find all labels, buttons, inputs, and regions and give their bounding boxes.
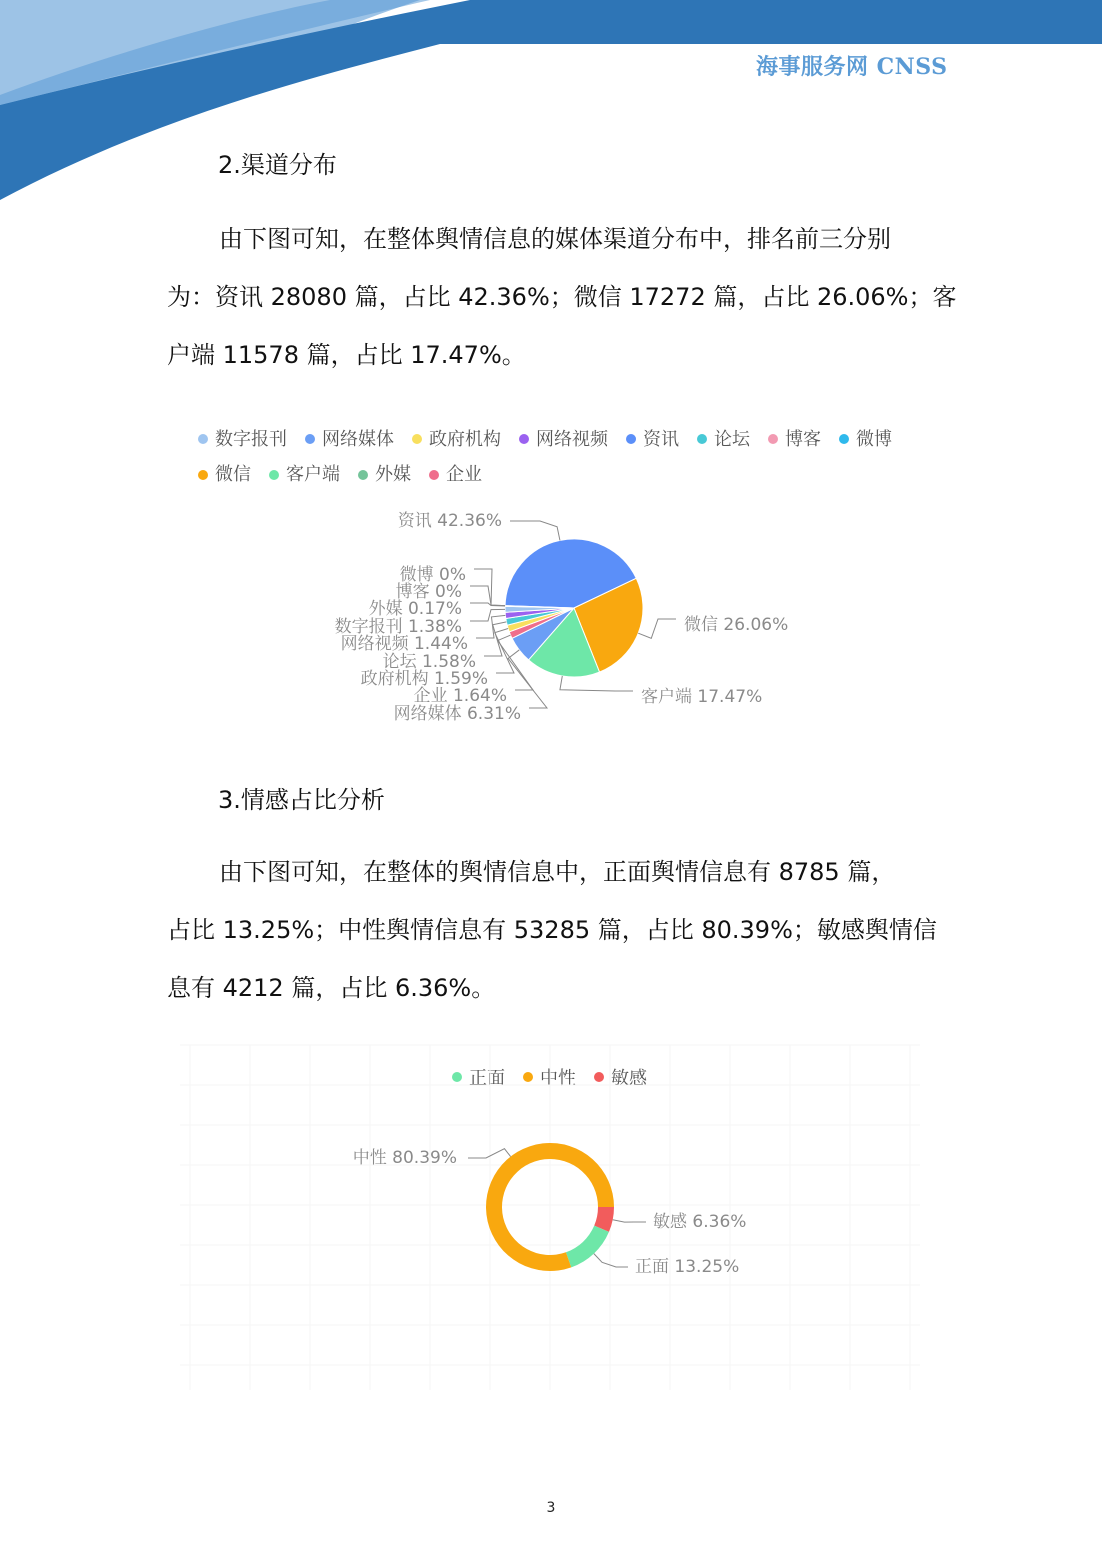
section-paragraph-sentiment: [167, 843, 957, 1017]
paragraph-line: 由下图可知，在整体舆情信息的媒体渠道分布中，排名前三分别: [219, 225, 891, 253]
legend-item-channel-11[interactable]: [429, 457, 482, 492]
paragraph-line: 由下图可知，在整体的舆情信息中，正面舆情信息有 8785 篇，: [219, 858, 896, 886]
legend-label: 中性: [540, 1068, 576, 1089]
donut-slice-2[interactable]: [486, 1143, 614, 1271]
legend-dot: [412, 434, 422, 444]
pie-slice-4[interactable]: [509, 608, 574, 638]
legend-dot: [198, 434, 208, 444]
paragraph-line: 息有 4212 篇，占比 6.36%。: [167, 974, 496, 1002]
pie-slice-8[interactable]: [505, 606, 574, 612]
legend-dot: [523, 1072, 533, 1082]
pie-slice-1[interactable]: [574, 578, 643, 672]
legend-dot: [626, 434, 636, 444]
leader-line-1: [638, 619, 676, 638]
legend-item-channel-4[interactable]: [626, 422, 679, 457]
pie-slice-5[interactable]: [507, 608, 574, 632]
legend-label: 博客: [785, 428, 821, 450]
paragraph-line: 为：资讯 28080 篇，占比 42.36%；微信 17272 篇，占比 26.06%；客: [167, 283, 957, 311]
legend-item-channel-2[interactable]: [412, 422, 501, 457]
legend-label: 微信: [215, 464, 251, 485]
legend-label: 企业: [446, 464, 482, 485]
leader-line-4: [498, 635, 533, 690]
slice-label-10: 博客 0%: [395, 582, 462, 602]
slice-label-4: 企业 1.64%: [413, 686, 507, 706]
legend-item-channel-3[interactable]: [519, 422, 608, 457]
legend-dot: [768, 434, 778, 444]
legend-dot: [452, 1072, 462, 1082]
legend-label: 政府机构: [429, 428, 501, 450]
legend-item-sentiment-2[interactable]: [594, 1064, 647, 1090]
legend-label: 敏感: [611, 1068, 647, 1089]
legend-dot: [519, 434, 529, 444]
pie-slice-6[interactable]: [506, 608, 574, 625]
legend-label: 网络媒体: [322, 428, 394, 450]
slice-label-1: 微信 26.06%: [684, 615, 789, 635]
legend-label: 资讯: [643, 428, 679, 450]
legend-dot: [429, 470, 439, 480]
slice-label-5: 政府机构 1.59%: [360, 669, 488, 689]
channel-legend: [198, 421, 978, 492]
section-paragraph-channel: [167, 210, 957, 384]
donut-label-0: 敏感 6.36%: [653, 1212, 747, 1232]
leader-line-0: [510, 521, 560, 540]
legend-item-channel-5[interactable]: [697, 422, 750, 457]
legend-dot: [839, 434, 849, 444]
legend-label: 数字报刊: [215, 428, 287, 450]
header-decoration: [0, 0, 1102, 210]
donut-label-2: 中性 80.39%: [352, 1148, 457, 1168]
brand-title: 海事服务网 CNSS: [756, 54, 948, 80]
slice-label-7: 网络视频 1.44%: [340, 634, 468, 654]
slice-label-9: 外媒 0.17%: [368, 599, 462, 619]
leader-line-10: [470, 586, 505, 606]
legend-item-channel-10[interactable]: [358, 457, 411, 492]
slice-label-0: 资讯 42.36%: [397, 511, 502, 531]
legend-dot: [594, 1072, 604, 1082]
sentiment-legend: [452, 1064, 665, 1090]
leader-line-5: [495, 629, 514, 673]
leader-line-2: [468, 1149, 511, 1158]
leader-line-7: [476, 615, 505, 638]
legend-label: 正面: [469, 1068, 505, 1089]
pie-slice-9[interactable]: [505, 606, 574, 608]
paragraph-line: 户端 11578 篇，占比 17.47%。: [167, 341, 526, 369]
leader-line-9: [470, 603, 505, 606]
pie-slice-3[interactable]: [512, 608, 574, 660]
legend-label: 外媒: [375, 464, 411, 485]
legend-item-channel-7[interactable]: [839, 422, 892, 457]
leader-line-6: [484, 622, 506, 656]
slice-label-6: 论坛 1.58%: [382, 652, 476, 672]
legend-item-channel-8[interactable]: [198, 457, 251, 492]
legend-dot: [305, 434, 315, 444]
legend-dot: [697, 434, 707, 444]
legend-dot: [269, 470, 279, 480]
donut-slice-1[interactable]: [566, 1226, 609, 1268]
pie-slice-0[interactable]: [505, 539, 636, 608]
section-heading-channel: 2.渠道分布: [218, 151, 337, 179]
legend-dot: [198, 470, 208, 480]
leader-line-3: [508, 650, 547, 708]
slice-label-3: 网络媒体 6.31%: [393, 704, 521, 724]
leader-line-8: [470, 609, 505, 621]
leader-line-0: [613, 1220, 646, 1222]
legend-label: 微博: [856, 428, 892, 450]
legend-item-channel-1[interactable]: [305, 422, 394, 457]
legend-label: 论坛: [714, 428, 750, 450]
page-number: 3: [546, 1500, 556, 1516]
leader-line-2: [560, 676, 633, 691]
section-heading-sentiment: 3.情感占比分析: [218, 786, 385, 814]
pie-slice-2[interactable]: [529, 608, 600, 677]
legend-label: 网络视频: [536, 428, 608, 450]
legend-item-sentiment-1[interactable]: [523, 1064, 576, 1090]
slice-label-11: 微博 0%: [399, 565, 466, 585]
donut-slice-0[interactable]: [594, 1207, 614, 1232]
legend-item-channel-9[interactable]: [269, 457, 340, 492]
legend-label: 客户端: [286, 464, 340, 485]
slice-label-8: 数字报刊 1.38%: [334, 617, 462, 637]
legend-item-channel-0[interactable]: [198, 422, 287, 457]
leader-line-11: [474, 569, 505, 606]
leader-line-1: [594, 1254, 628, 1267]
donut-label-1: 正面 13.25%: [635, 1257, 740, 1277]
legend-dot: [358, 470, 368, 480]
slice-label-2: 客户端 17.47%: [641, 687, 763, 707]
paragraph-line: 占比 13.25%；中性舆情信息有 53285 篇，占比 80.39%；敏感舆情信: [167, 916, 937, 944]
legend-item-channel-6[interactable]: [768, 422, 821, 457]
pie-slice-7[interactable]: [505, 608, 574, 619]
legend-item-sentiment-0[interactable]: [452, 1064, 505, 1090]
